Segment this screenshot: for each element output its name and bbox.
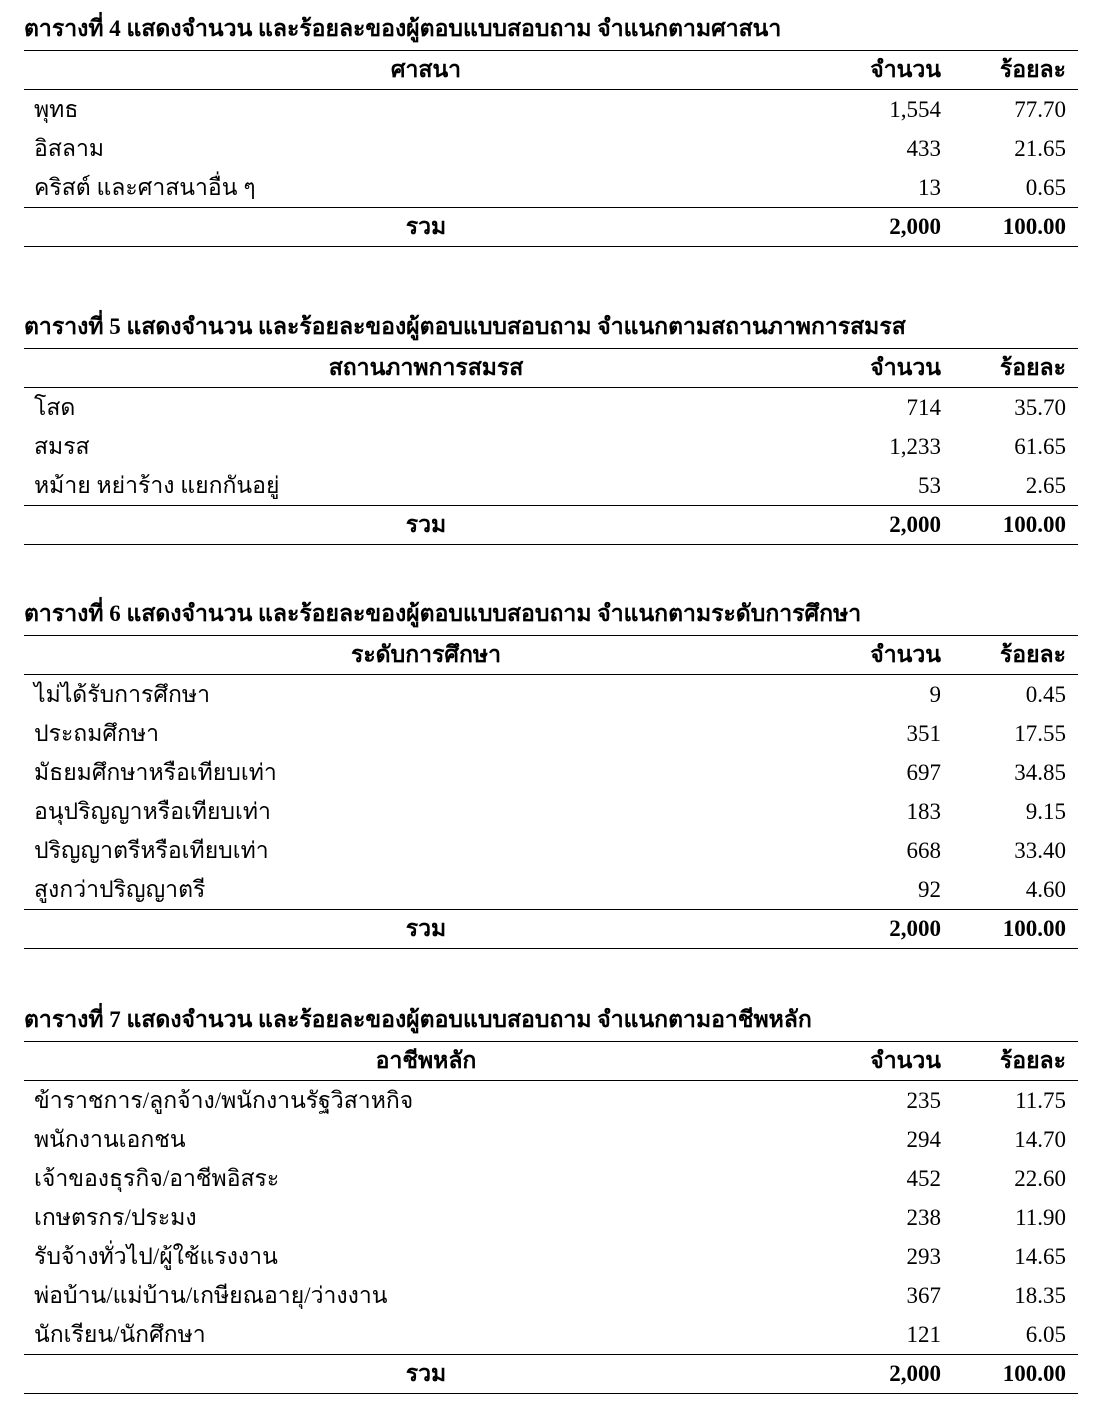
table-6-caption: ตารางที่ 6 แสดงจำนวน และร้อยละของผู้ตอบแบบสอบถาม จำแนกตามระดับการศึกษา (24, 601, 862, 626)
row-count: 53 (918, 472, 941, 498)
column-header-label: ศาสนา (24, 51, 828, 90)
row-percent: 61.65 (1014, 433, 1066, 459)
row-label: เกษตรกร/ประมง (34, 1204, 197, 1230)
row-label: รับจ้างทั่วไป/ผู้ใช้แรงงาน (34, 1243, 278, 1269)
table-7 (24, 1041, 1078, 1394)
column-header-count: จำนวน (828, 51, 953, 90)
table-row (24, 675, 1078, 715)
row-label: อิสลาม (34, 135, 105, 161)
row-label: ปริญญาตรีหรือเทียบเท่า (34, 837, 269, 863)
row-percent: 6.05 (1025, 1321, 1066, 1347)
column-header-label: ระดับการศึกษา (24, 636, 828, 675)
row-label: ข้าราชการ/ลูกจ้าง/พนักงานรัฐวิสาหกิจ (34, 1087, 414, 1113)
total-label: รวม (24, 910, 828, 949)
total-label: รวม (24, 208, 828, 247)
row-percent: 11.90 (1015, 1204, 1066, 1230)
column-header-percent: ร้อยละ (953, 1042, 1078, 1081)
table-row (24, 753, 1078, 792)
total-percent: 100.00 (953, 1355, 1078, 1394)
row-label: หม้าย หย่าร้าง แยกกันอยู่ (34, 472, 280, 498)
row-percent: 14.70 (1014, 1126, 1066, 1152)
table-header-row (24, 1042, 1078, 1081)
table-row (24, 1081, 1078, 1121)
row-count: 351 (906, 720, 941, 746)
table-row (24, 870, 1078, 910)
row-percent: 0.65 (1025, 174, 1066, 200)
row-count: 183 (906, 798, 941, 824)
table-row (24, 714, 1078, 753)
table-7-section (24, 1005, 1078, 1394)
total-percent: 100.00 (953, 208, 1078, 247)
row-count: 238 (906, 1204, 941, 1230)
table-row (24, 466, 1078, 506)
table-4-section (24, 14, 1078, 247)
total-count: 2,000 (828, 910, 953, 949)
total-count: 2,000 (828, 1355, 953, 1394)
row-percent: 18.35 (1014, 1282, 1066, 1308)
row-count: 433 (906, 135, 941, 161)
row-percent: 9.15 (1025, 798, 1066, 824)
table-5-caption: ตารางที่ 5 แสดงจำนวน และร้อยละของผู้ตอบแบบสอบถาม จำแนกตามสถานภาพการสมรส (24, 314, 906, 339)
table-row (24, 1276, 1078, 1315)
table-6-section (24, 599, 1078, 949)
column-header-count: จำนวน (828, 636, 953, 675)
row-count: 13 (918, 174, 941, 200)
table-row (24, 1159, 1078, 1198)
total-percent: 100.00 (953, 910, 1078, 949)
row-percent: 33.40 (1014, 837, 1066, 863)
row-percent: 22.60 (1014, 1165, 1066, 1191)
column-header-count: จำนวน (828, 349, 953, 388)
table-7-caption: ตารางที่ 7 แสดงจำนวน และร้อยละของผู้ตอบแบบสอบถาม จำแนกตามอาชีพหลัก (24, 1007, 812, 1032)
row-count: 294 (906, 1126, 941, 1152)
row-percent: 77.70 (1014, 96, 1066, 122)
row-label: เจ้าของธุรกิจ/อาชีพอิสระ (34, 1165, 280, 1191)
row-percent: 0.45 (1025, 681, 1066, 707)
row-percent: 35.70 (1014, 394, 1066, 420)
table-row (24, 90, 1078, 130)
row-label: มัธยมศึกษาหรือเทียบเท่า (34, 759, 277, 785)
row-label: สูงกว่าปริญญาตรี (34, 876, 206, 902)
column-header-percent: ร้อยละ (953, 349, 1078, 388)
row-count: 9 (929, 681, 941, 707)
row-count: 714 (906, 394, 941, 420)
total-count: 2,000 (828, 506, 953, 545)
row-percent: 21.65 (1014, 135, 1066, 161)
row-count: 367 (906, 1282, 941, 1308)
total-percent: 100.00 (953, 506, 1078, 545)
total-row (24, 1355, 1078, 1394)
table-4 (24, 50, 1078, 247)
table-row (24, 1120, 1078, 1159)
table-row (24, 1237, 1078, 1276)
table-row (24, 792, 1078, 831)
row-percent: 2.65 (1025, 472, 1066, 498)
table-row (24, 1198, 1078, 1237)
row-count: 1,233 (889, 433, 941, 459)
row-label: อนุปริญญาหรือเทียบเท่า (34, 798, 271, 824)
table-row (24, 831, 1078, 870)
table-row (24, 427, 1078, 466)
table-header-row (24, 51, 1078, 90)
table-5-section (24, 312, 1078, 545)
column-header-percent: ร้อยละ (953, 51, 1078, 90)
table-4-caption: ตารางที่ 4 แสดงจำนวน และร้อยละของผู้ตอบแบบสอบถาม จำแนกตามศาสนา (24, 16, 782, 41)
row-count: 1,554 (889, 96, 941, 122)
column-header-percent: ร้อยละ (953, 636, 1078, 675)
row-label: ไม่ได้รับการศึกษา (34, 681, 210, 707)
row-percent: 11.75 (1015, 1087, 1066, 1113)
row-count: 235 (906, 1087, 941, 1113)
row-label: พ่อบ้าน/แม่บ้าน/เกษียณอายุ/ว่างงาน (34, 1282, 388, 1308)
row-count: 293 (906, 1243, 941, 1269)
row-label: นักเรียน/นักศึกษา (34, 1321, 206, 1347)
table-row (24, 388, 1078, 428)
table-6 (24, 635, 1078, 949)
column-header-count: จำนวน (828, 1042, 953, 1081)
row-count: 668 (906, 837, 941, 863)
table-row (24, 168, 1078, 208)
total-row (24, 506, 1078, 545)
total-row (24, 910, 1078, 949)
table-5 (24, 348, 1078, 545)
column-header-label: สถานภาพการสมรส (24, 349, 828, 388)
row-percent: 4.60 (1025, 876, 1066, 902)
row-percent: 14.65 (1014, 1243, 1066, 1269)
table-header-row (24, 349, 1078, 388)
total-count: 2,000 (828, 208, 953, 247)
row-label: พนักงานเอกชน (34, 1126, 186, 1152)
row-label: สมรส (34, 433, 90, 459)
total-label: รวม (24, 1355, 828, 1394)
row-percent: 34.85 (1014, 759, 1066, 785)
total-row (24, 208, 1078, 247)
row-label: คริสต์ และศาสนาอื่น ๆ (34, 174, 256, 200)
table-header-row (24, 636, 1078, 675)
row-count: 697 (906, 759, 941, 785)
row-count: 452 (906, 1165, 941, 1191)
row-percent: 17.55 (1014, 720, 1066, 746)
row-label: พุทธ (34, 96, 79, 122)
table-row (24, 129, 1078, 168)
total-label: รวม (24, 506, 828, 545)
row-label: ประถมศึกษา (34, 720, 159, 746)
column-header-label: อาชีพหลัก (24, 1042, 828, 1081)
row-label: โสด (34, 394, 76, 420)
row-count: 121 (906, 1321, 941, 1347)
table-row (24, 1315, 1078, 1355)
row-count: 92 (918, 876, 941, 902)
